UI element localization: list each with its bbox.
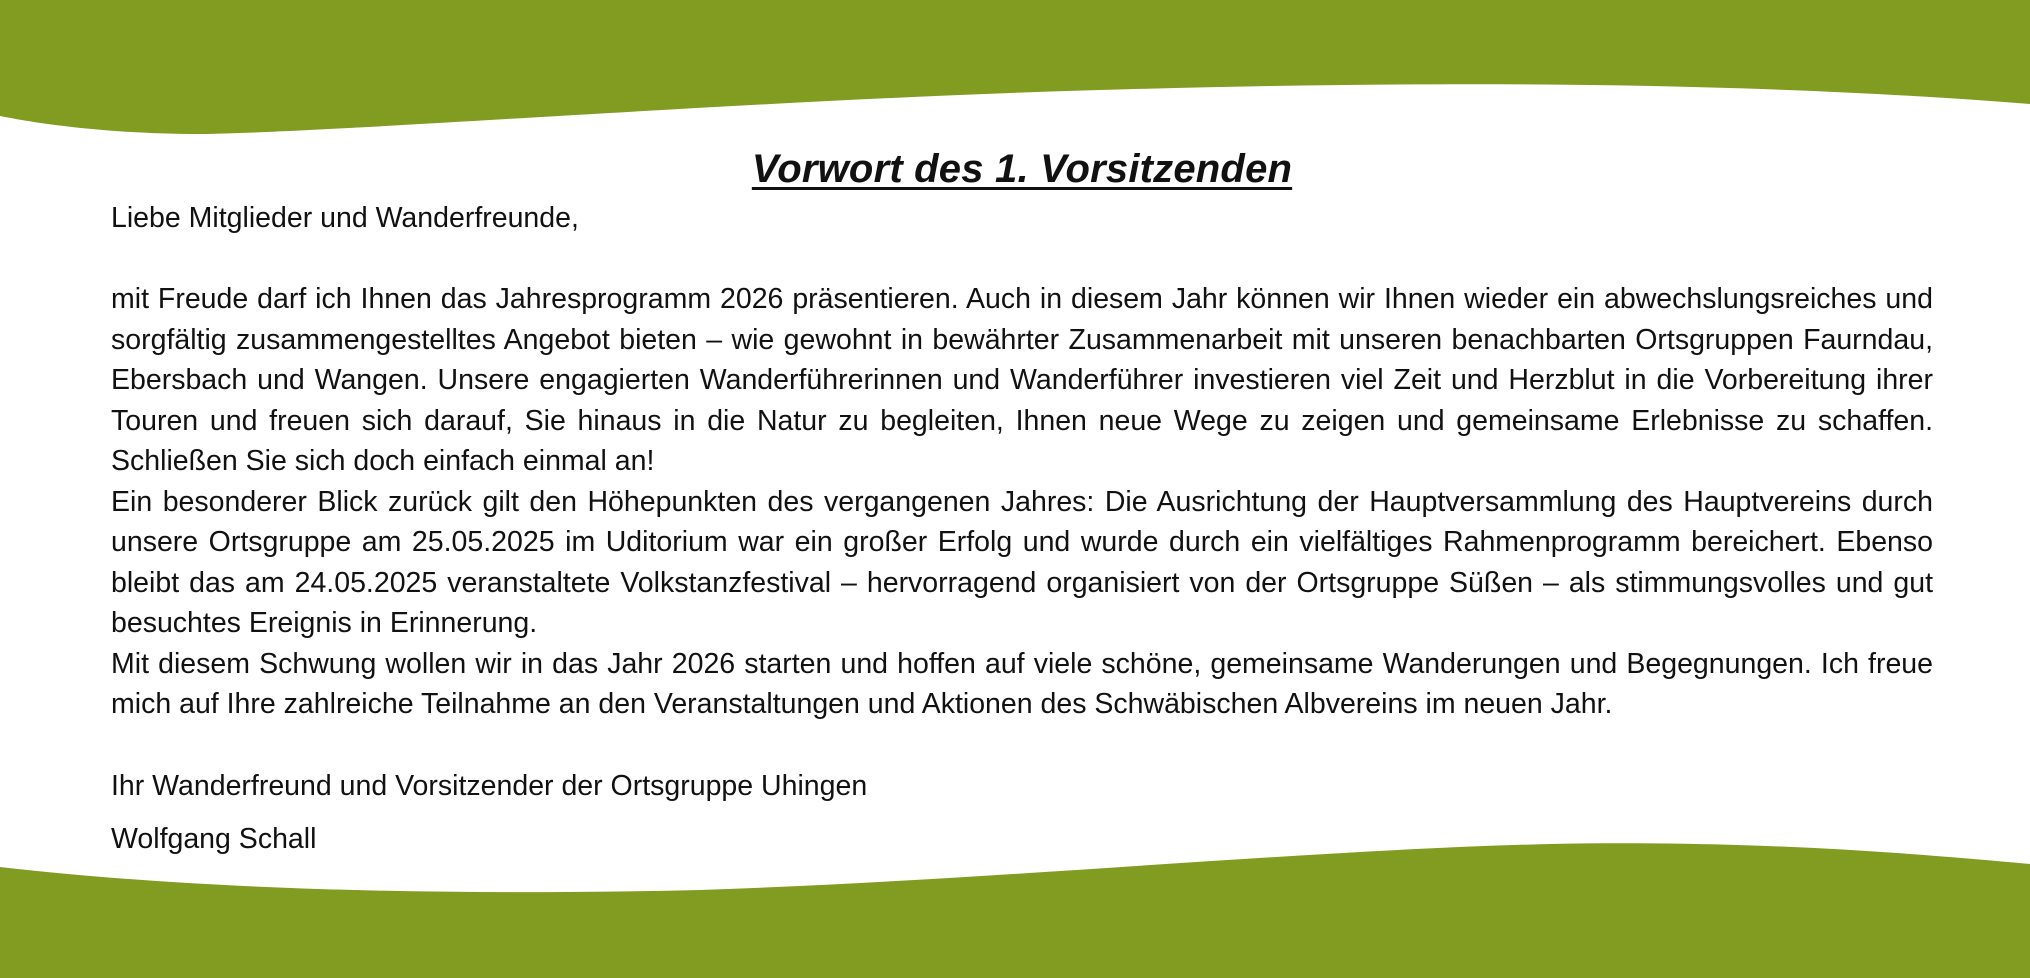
- page-title: Vorwort des 1. Vorsitzenden: [751, 147, 1293, 191]
- salutation: Liebe Mitglieder und Wanderfreunde,: [111, 202, 579, 234]
- paragraph-spacer: [111, 238, 1933, 279]
- paragraph-intro: mit Freude darf ich Ihnen das Jahresprogramm 2026 präsentieren. Auch in diesem Jahr können wir Ihnen wieder ein abwechslungsreiches und sorgfältig zusammengestelltes Angebot bieten – wie gewohnt in bewährter Zusammenarbeit mit unseren benachbarten Ortsgruppen Faurndau, Ebersbach und Wangen. Unsere engagierten Wanderführerinnen und Wanderführer investieren viel Zeit und Herzblut in die Vorbereitung ihrer Touren und freuen sich darauf, Sie hinaus in die Natur zu begleiten, Ihnen neue Wege zu zeigen und gemeinsame Erlebnisse zu schaffen. Schließen Sie sich doch einfach einmal an!: [111, 283, 1933, 477]
- top-wave-shape: [0, 0, 2030, 134]
- paragraph-review: Ein besonderer Blick zurück gilt den Höhepunkten des vergangenen Jahres: Die Ausrichtung der Hauptversammlung des Hauptvereins durch unsere Ortsgruppe am 25.05.2025 im Uditorium war ein großer Erfolg und wurde durch ein vielfältiges Rahmenprogramm bereichert. Ebenso bleibt das am 24.05.2025 veranstaltete Volkstanzfestival – hervorragend organisiert von der Ortsgruppe Süßen – als stimmungsvolles und gut besuchtes Ereignis in Erinnerung.: [111, 485, 1933, 639]
- paragraph-spacer: [111, 725, 1933, 766]
- closing-line: Ihr Wanderfreund und Vorsitzender der Ortsgruppe Uhingen: [111, 769, 868, 802]
- paragraph-outlook: Mit diesem Schwung wollen wir in das Jahr 2026 starten und hoffen auf viele schöne, gemeinsame Wanderungen und Begegnungen. Ich freue mich auf Ihre zahlreiche Teilnahme an den Veranstaltungen und Aktionen des Schwäbischen Albvereins im neuen Jahr.: [111, 647, 1933, 720]
- top-wave-banner: [0, 0, 2030, 145]
- bottom-wave-shape: [0, 843, 2030, 978]
- signature-name: Wolfgang Schall: [111, 822, 317, 855]
- document-body: [111, 140, 1933, 859]
